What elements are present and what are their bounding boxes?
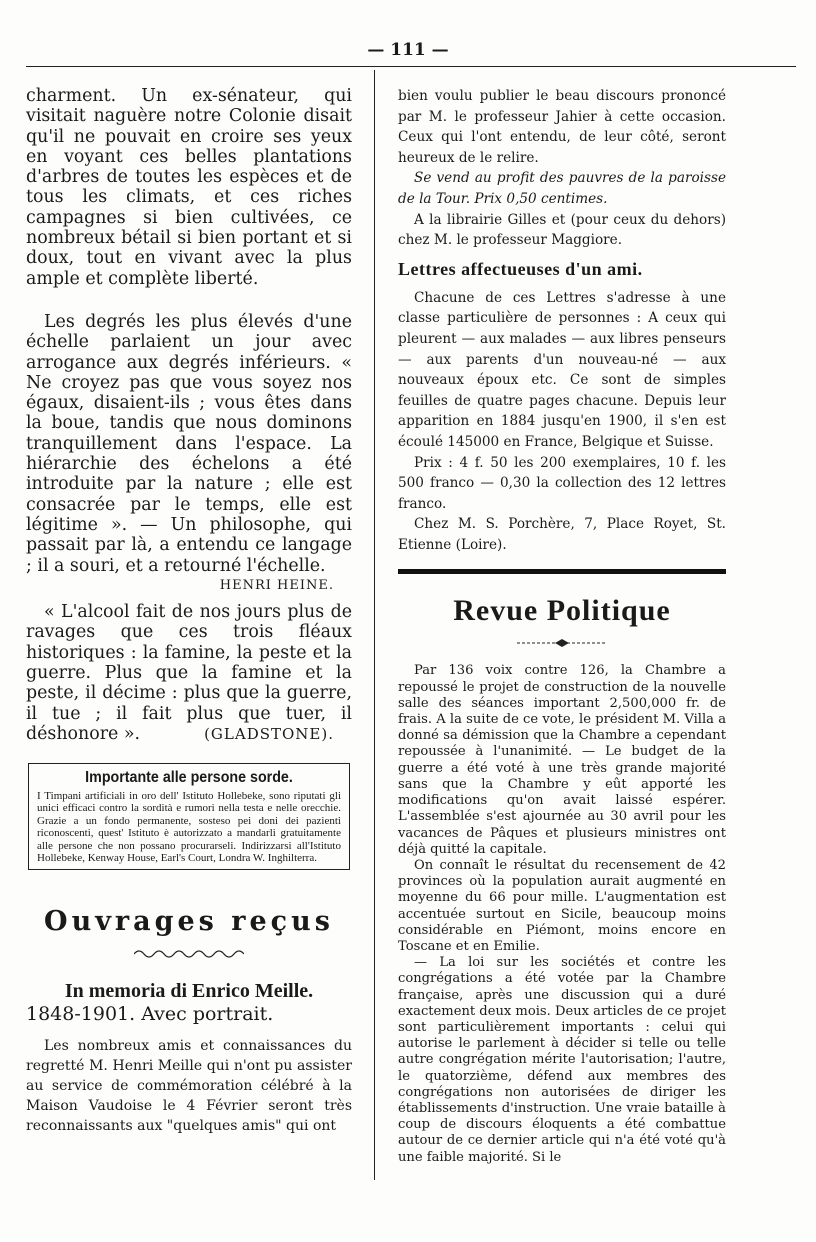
book-subtitle: 1848-1901. Avec portrait. [26,1003,274,1026]
paragraph-alcohol-quote: « L'alcool fait de nos jours plus de ravages que ces trois fléaux historiques : la famine, la peste et la guerre. Plus que la famine et la peste, il décime : plus que la guerre, il tue ; il fait plus que tuer, il déshonore ». [26,602,352,744]
notice-body: I Timpani artificiali in oro dell' Istituto Hollebeke, sono riputati gli unici efficaci contro la sordità e rumori nella testa e nelle orecchie. Grazie a un fondo permanente, sosteso pei doni dei pazienti riconoscenti, quest' Istituto è autorizzato a mandarli gratuitamente alle persone che non possano procurarseli. Indirizzarsi all'Istituto Hollebeke, Kenway House, Earl's Court, Londra W. Inghilterra. [37,789,341,865]
paragraph-lettres: Chacune de ces Lettres s'adresse à une classe particulière de personnes : A ceux qui pleurent — aux malades — aux libres penseurs — aux parents d'un nouveau-né — aux nouveaux époux etc. Ce sont de simples feuilles de quatre pages chacune. Depuis leur apparition en 1884 jusqu'en 1900, il s'en est écoulé 145000 en France, Belgique et Suisse. [398,289,726,450]
page-number: — 111 — [367,40,449,60]
paragraph-porchere: Chez M. S. Porchère, 7, Place Royet, St. Etienne (Loire). [398,516,726,553]
paragraph-discours: bien voulu publier le beau discours prononcé par M. le professeur Jahier à cette occasion. Ceux qui l'ont entendu, de leur côté, seront heureux de le relire. [398,88,726,166]
revue-paragraph-chambre: Par 136 voix contre 126, la Chambre a repoussé le projet de construction de la nouvelle salle des séances important 2,500,000 fr. de frais. A la suite de ce vote, le président M. Villa a donné sa démission que la Chambre a cependant repoussée à l'unanimité. — Le budget de la guerre a été voté à une très grande majorité sans que la Chambre y eût apporté les modifications qu'on avait laissé espérer. L'assemblée s'est ajournée au 30 avril pour les vacances de Pâques et plusieurs ministres ont déjà quitté la capitale. [398,663,726,857]
book-title: In memoria di Enrico Meille. [64,980,314,1003]
right-column [398,86,726,1166]
column-divider [374,70,375,1180]
paragraph-meille: Les nombreux amis et connaissances du regretté M. Henri Meille qui n'ont pu assister au service de commémoration célébré à la Maison Vaudoise le 4 Février seront très reconnaissants aux "quelques amis" qui ont [26,1038,352,1135]
revue-body [398,663,726,1165]
paragraph-colony: charment. Un ex-sénateur, qui visitait naguère notre Colonie disait qu'il ne pouvait en croire ses yeux en voyant ces belles plantations d'arbres de toutes les espèces et de tous les climats, et ces riches campagnes si bien cultivées, ce nombreux bétail si bien portant et si doux, tout en vivant avec la plus ample et complète liberté. [26,86,352,289]
paragraph-librairie: A la librairie Gilles et (pour ceux du dehors) chez M. le professeur Maggiore. [398,211,726,249]
deaf-notice-box [28,763,350,871]
title-ornament [398,632,726,651]
revue-paragraph-recensement: On connaît le résultat du recensement de 42 provinces où la population aurait augmenté en moyenne du 66 pour mille. L'augmentation est accentuée surtout en Sicile, beaucoup moins considérable en Piémont, moins encore en Toscane et en Emilie. [398,857,726,954]
wave-ornament [26,943,352,962]
notice-title: Importante alle persone sorde. [85,768,293,786]
paragraph-ladder-fable: Les degrés les plus élevés d'une échelle parlaient un jour avec arrogance aux degrés inférieurs. « Ne croyez pas que vous soyez nos égaux, disaient-ils ; vous êtes dans la boue, tandis que nous dominons tranquillement dans l'espace. La hiérarchie des échelons a été introduite par la nature ; elle est consacrée par le temps, elle est légitime ». — Un philosophe, qui passait par là, a entendu ce langage ; il a souri, et a retourné l'échelle. [26,311,352,576]
section-title-ouvrages: Ouvrages reçus [44,906,334,938]
heading-lettres: Lettres affectueuses d'un ami. [398,258,643,279]
header-rule [26,66,796,67]
revue-politique-title: Revue Politique [453,594,671,628]
signature-gladstone: (GLADSTONE). [204,725,334,744]
left-column [26,86,352,1136]
paragraph-prix: Prix : 4 f. 50 les 200 exemplaires, 10 f. les 500 franco — 0,30 la collection des 12 lettres franco. [398,454,726,512]
signature-heine: HENRI HEINE. [219,577,334,593]
revue-paragraph-congregations: — La loi sur les sociétés et contre les congrégations a été votée par la Chambre française, après une discussion qui a duré exactement deux mois. Deux articles de ce projet sont particulièrement importants : celui qui autorise le parlement à décider si telle ou telle autre congrégation mérite l'autorisation; l'autre, le quatorzième, défend aux membres des congrégations non autorisées de diriger les établissements d'instruction. Une vraie bataille à coup de discours éloquents a été combattue autour de ce dernier article qui n'a été voté qu'à une faible majorité. Si le [398,955,726,1165]
paragraph-price: Se vend au profit des pauvres de la paroisse de la Tour. Prix 0,50 centimes. [398,170,726,207]
section-rule [398,569,726,574]
